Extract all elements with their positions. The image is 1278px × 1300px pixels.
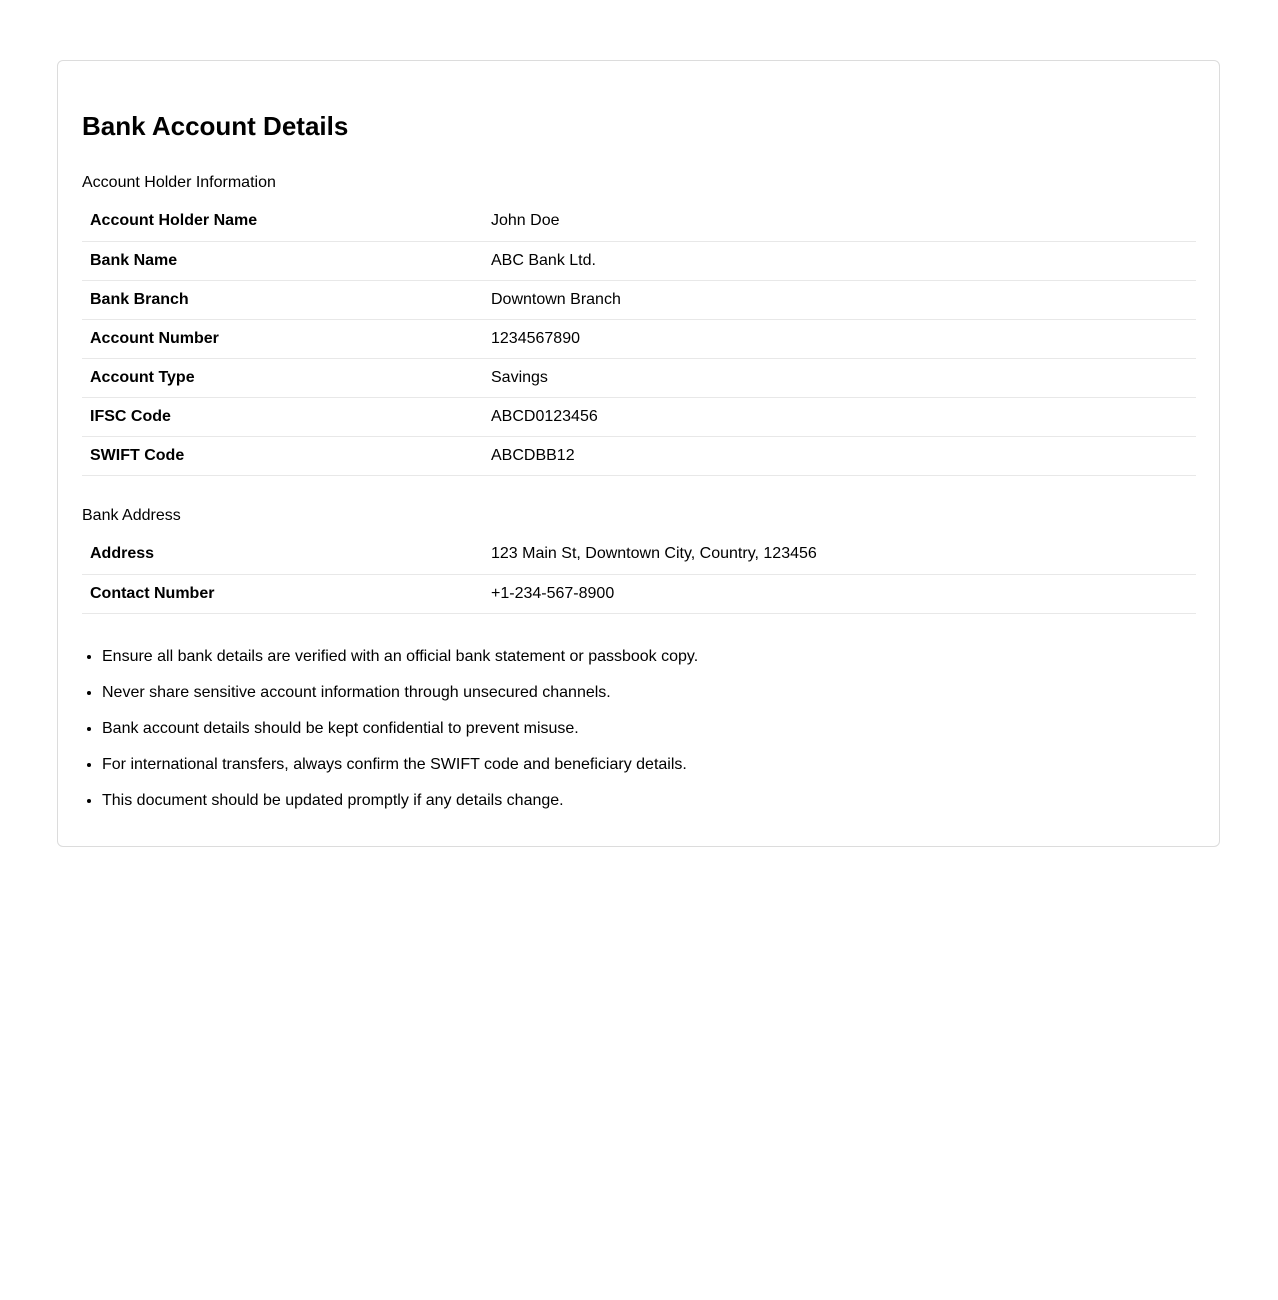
account-holder-section [82, 174, 1196, 476]
row-value: 123 Main St, Downtown City, Country, 123456 [483, 535, 1196, 574]
row-label: SWIFT Code [82, 436, 483, 475]
table-row [82, 319, 1196, 358]
table-row [82, 202, 1196, 241]
row-label: Bank Branch [82, 280, 483, 319]
row-label: IFSC Code [82, 397, 483, 436]
table-row [82, 358, 1196, 397]
list-item: • Ensure all bank details are verified with an official bank statement or passbook copy. [102, 647, 1192, 683]
row-label: Bank Name [82, 241, 483, 280]
bank-address-table [82, 535, 1196, 614]
table-row [82, 397, 1196, 436]
page-title: Bank Account Details [82, 111, 349, 141]
row-value: ABCD0123456 [483, 397, 1196, 436]
table-row [82, 241, 1196, 280]
row-value: John Doe [483, 202, 1196, 241]
row-label: Account Holder Name [82, 202, 483, 241]
table-row [82, 535, 1196, 574]
details-card [57, 60, 1220, 847]
list-item: • For international transfers, always confirm the SWIFT code and beneficiary details. [102, 755, 1192, 791]
row-value: 1234567890 [483, 319, 1196, 358]
row-value: ABC Bank Ltd. [483, 241, 1196, 280]
list-item: • This document should be updated promptly if any details change. [102, 791, 1192, 827]
list-item: • Never share sensitive account information through unsecured channels. [102, 683, 1192, 719]
bank-address-section [82, 507, 1196, 614]
row-value: +1-234-567-8900 [483, 574, 1196, 613]
account-holder-table [82, 202, 1196, 476]
row-label: Address [82, 535, 483, 574]
table-row [82, 436, 1196, 475]
row-value: Savings [483, 358, 1196, 397]
table-row [82, 280, 1196, 319]
row-value: ABCDBB12 [483, 436, 1196, 475]
row-label: Account Type [82, 358, 483, 397]
section-caption: Bank Address [82, 507, 181, 524]
section-caption: Account Holder Information [82, 174, 276, 191]
notes-list [82, 647, 1192, 827]
row-label: Account Number [82, 319, 483, 358]
list-item: • Bank account details should be kept confidential to prevent misuse. [102, 719, 1192, 755]
row-value: Downtown Branch [483, 280, 1196, 319]
row-label: Contact Number [82, 574, 483, 613]
table-row [82, 574, 1196, 613]
